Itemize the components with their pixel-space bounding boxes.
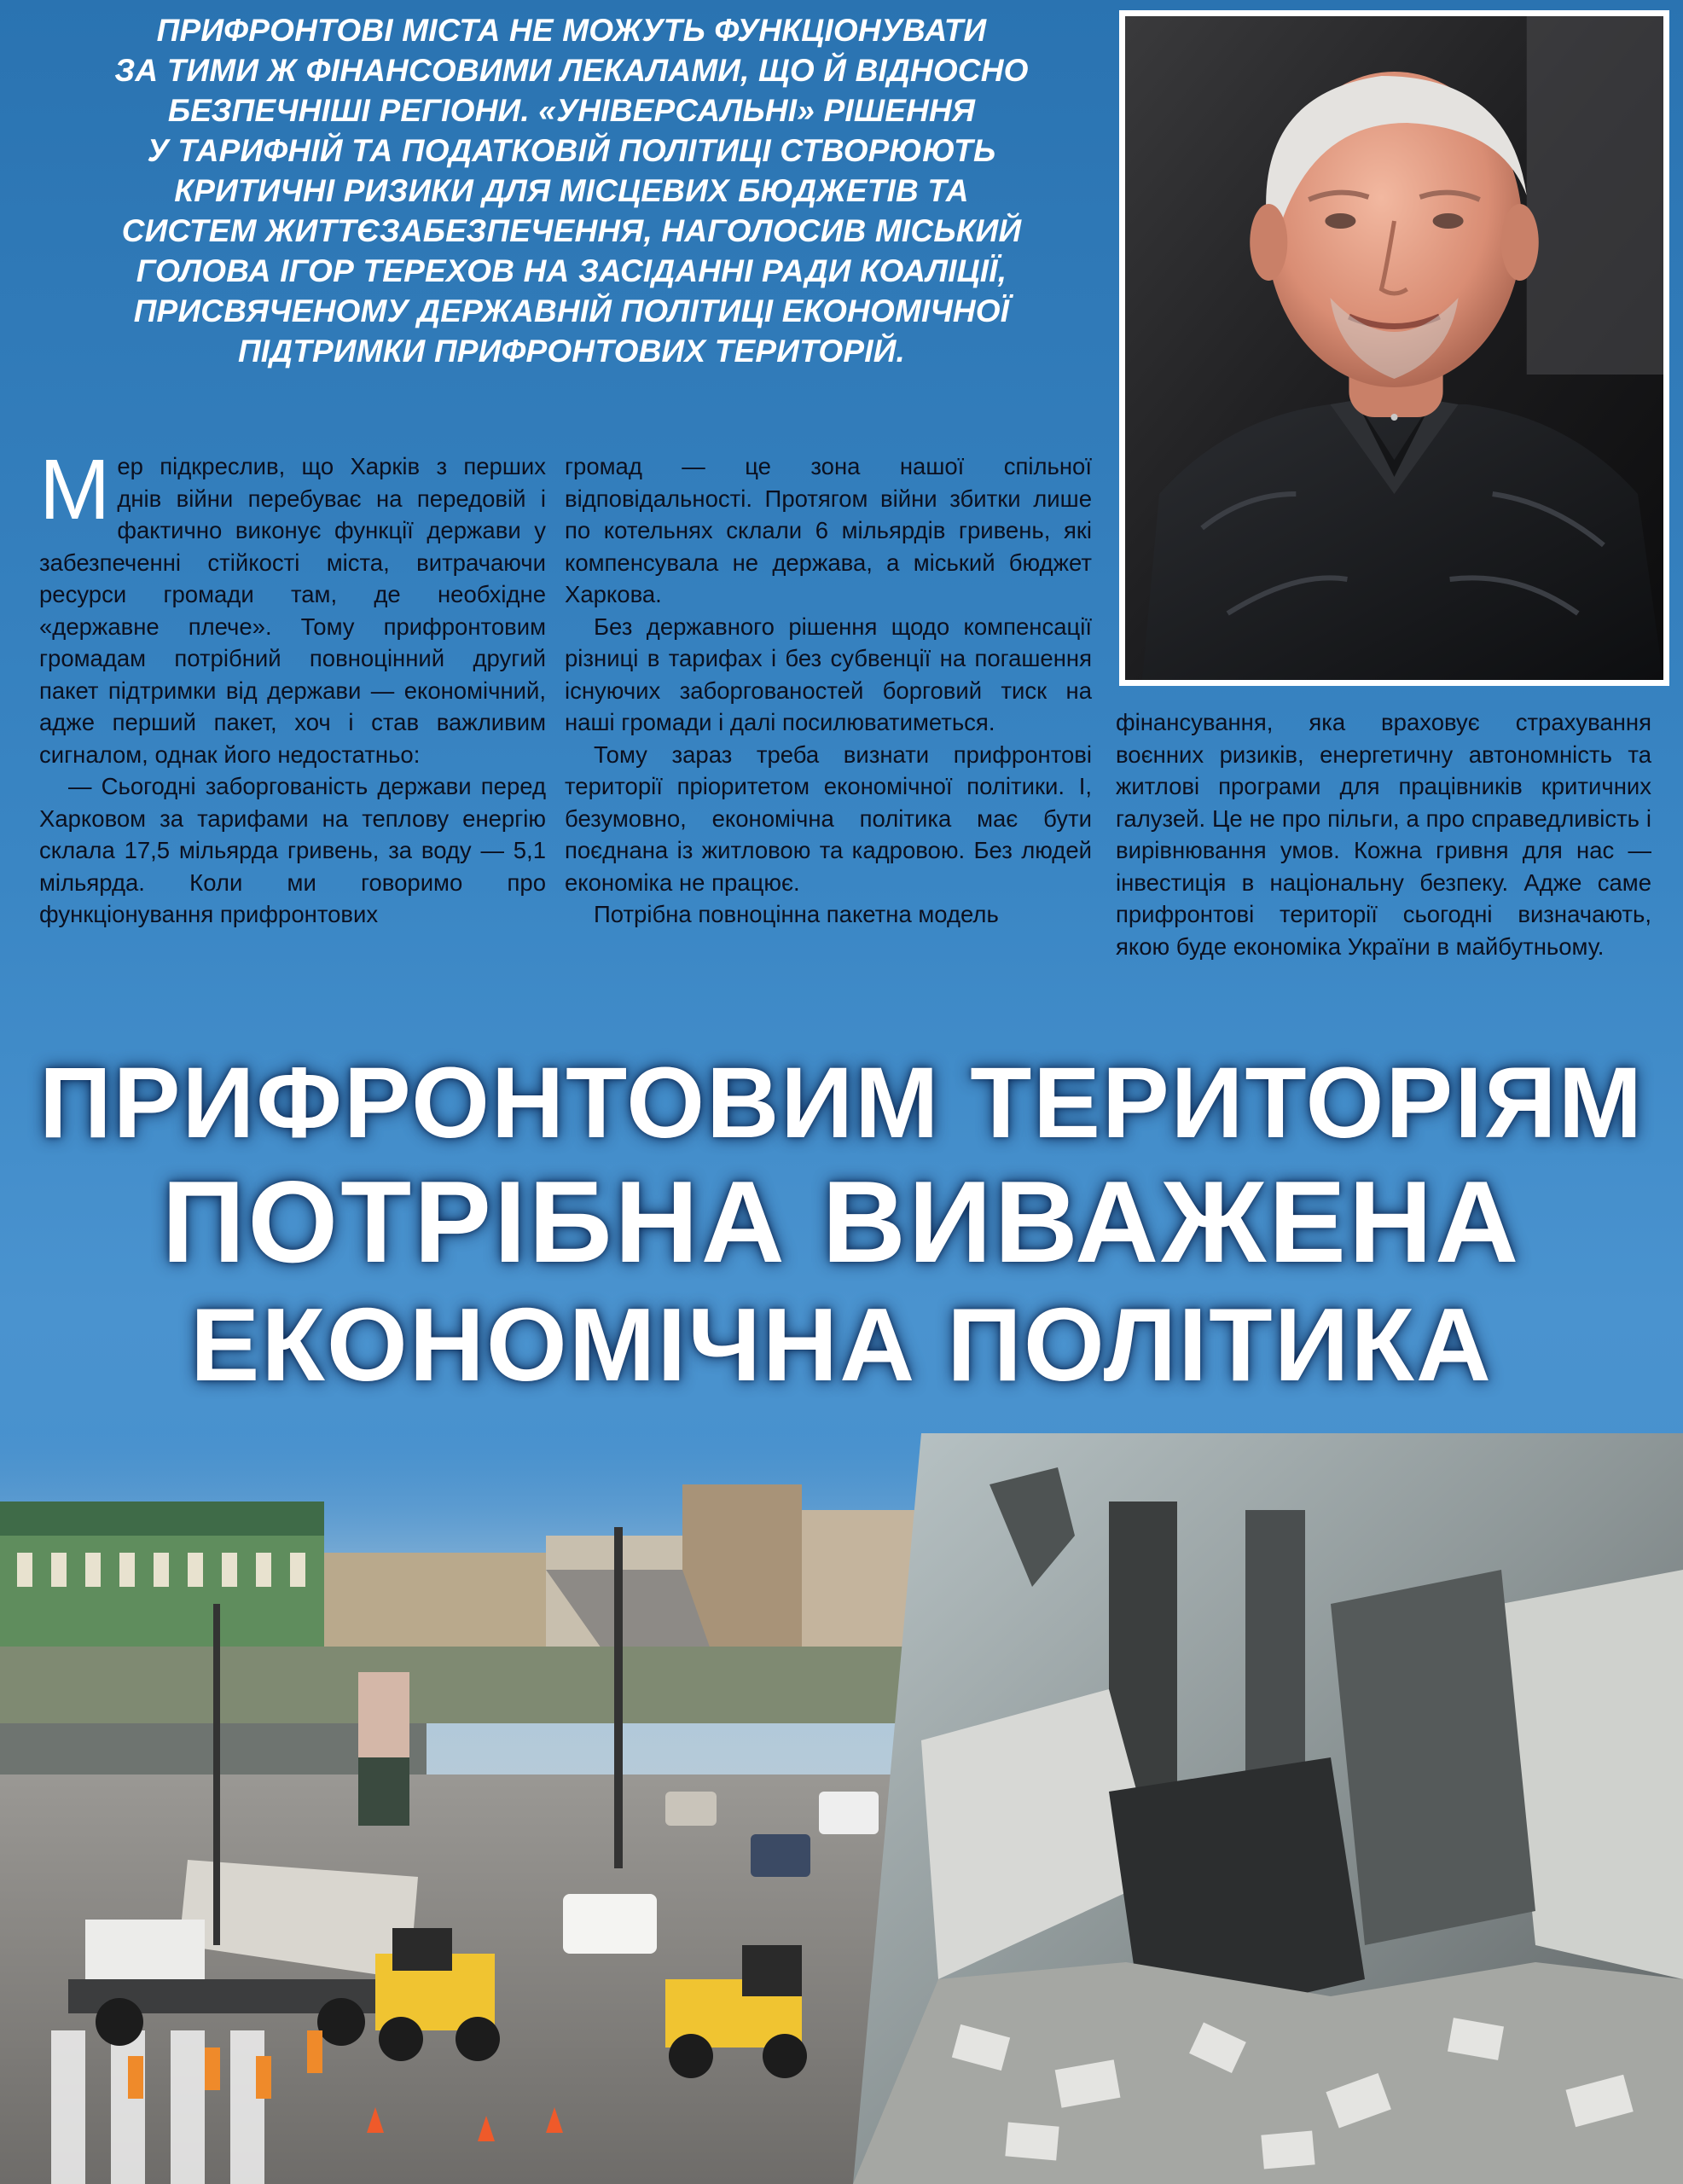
lead-paragraph [60, 10, 1083, 371]
rubble [853, 1962, 1683, 2184]
headline-line-2: ПОТРІБНА ВИВАЖЕНА [161, 1157, 1522, 1287]
destroyed-building-photo [853, 1433, 1683, 2184]
dropcap: М [39, 442, 111, 537]
headline-line-3: ЕКОНОМІЧНА ПОЛІТИКА [190, 1287, 1493, 1403]
lead-line: ПРИСВЯЧЕНОМУ ДЕРЖАВНІЙ ПОЛІТИЦІ ЕКОНОМІЧНОЇ [133, 293, 1010, 328]
paragraph: Тому зараз треба визнати прифронтові території пріоритетом економічної політики. І, безумовно, економічна політика має бути поєднана із житловою та кадровою. Без людей економіка не працює. [565, 741, 1092, 896]
headline-line-1: ПРИФРОНТОВИМ ТЕРИТОРІЯМ [38, 1047, 1645, 1159]
paragraph: громад — це зона нашої спільної відповідальності. Протягом війни збитки лише по котельнях склали 6 мільярдів гривень, які компенсувала не держава, а міський бюджет Харкова. [565, 453, 1092, 607]
collage-illustration [0, 1433, 1683, 2184]
street-repair-photo [0, 1433, 921, 2184]
mayor-portrait-photo [1119, 10, 1669, 686]
article-column-1 [39, 442, 546, 1039]
main-headline [0, 1048, 1683, 1404]
paragraph: фінансування, яка враховує страхування воєнних ризиків, енергетичну автономність та житлові програми для працівників критичних галузей. Це не про пільги, а про справедливість і вирівнювання умов. Кожна гривня для нас — інвестиція в національну безпеку. Адже саме прифронтові території сьогодні визначають, якою буде економіка України в майбутньому. [1116, 709, 1651, 960]
article-column-2 [565, 450, 1092, 1039]
paragraph: — Сьогодні заборгованість держави перед Харковом за тарифами на теплову енергію склала 17,5 мільярда гривень, за воду — 5,1 мільярда. Коли ми говоримо про функціонування прифронтових [39, 773, 546, 927]
article-column-3 [1116, 706, 1651, 1039]
paragraph: Потрібна повноцінна пакетна модель [594, 901, 999, 927]
lead-line: ГОЛОВА ІГОР ТЕРЕХОВ НА ЗАСІДАННІ РАДИ КОАЛІЦІЇ, [136, 253, 1007, 288]
photo-collage [0, 1433, 1683, 2184]
lead-line: БЕЗПЕЧНІШІ РЕГІОНИ. «УНІВЕРСАЛЬНІ» РІШЕННЯ [167, 93, 976, 128]
lead-line: ПІДТРИМКИ ПРИФРОНТОВИХ ТЕРИТОРІЙ. [237, 334, 906, 369]
lead-line: У ТАРИФНІЙ ТА ПОДАТКОВІЙ ПОЛІТИЦІ СТВОРЮЮТЬ [147, 133, 996, 168]
paragraph-text: ер підкреслив, що Харків з перших днів війни перебуває на передовій і фактично виконує функції держави у забезпеченні стійкості міста, витрачаючи ресурси громади там, де необхідне «державне плече». Тому прифронтовим громадам потрібний повноцінний другий пакет підтримки від держави — економічний, адже перший пакет, хоч і став важливим сигналом, однак його недостатньо: [39, 453, 546, 768]
portrait-illustration [1125, 16, 1663, 680]
lead-line: СИСТЕМ ЖИТТЄЗАБЕЗПЕЧЕННЯ, НАГОЛОСИВ МІСЬКИЙ [121, 213, 1022, 248]
paragraph [39, 442, 546, 770]
lead-line: ЗА ТИМИ Ж ФІНАНСОВИМИ ЛЕКАЛАМИ, ЩО Й ВІДНОСНО [114, 53, 1029, 88]
lead-line: ПРИФРОНТОВІ МІСТА НЕ МОЖУТЬ ФУНКЦІОНУВАТИ [156, 13, 987, 48]
paragraph: Без державного рішення щодо компенсації різниці в тарифах і без субвенції на погашення існуючих заборгованостей борговий тиск на наші громади і далі посилюватиметься. [565, 613, 1092, 735]
lead-line: КРИТИЧНІ РИЗИКИ ДЛЯ МІСЦЕВИХ БЮДЖЕТІВ ТА [174, 173, 969, 208]
